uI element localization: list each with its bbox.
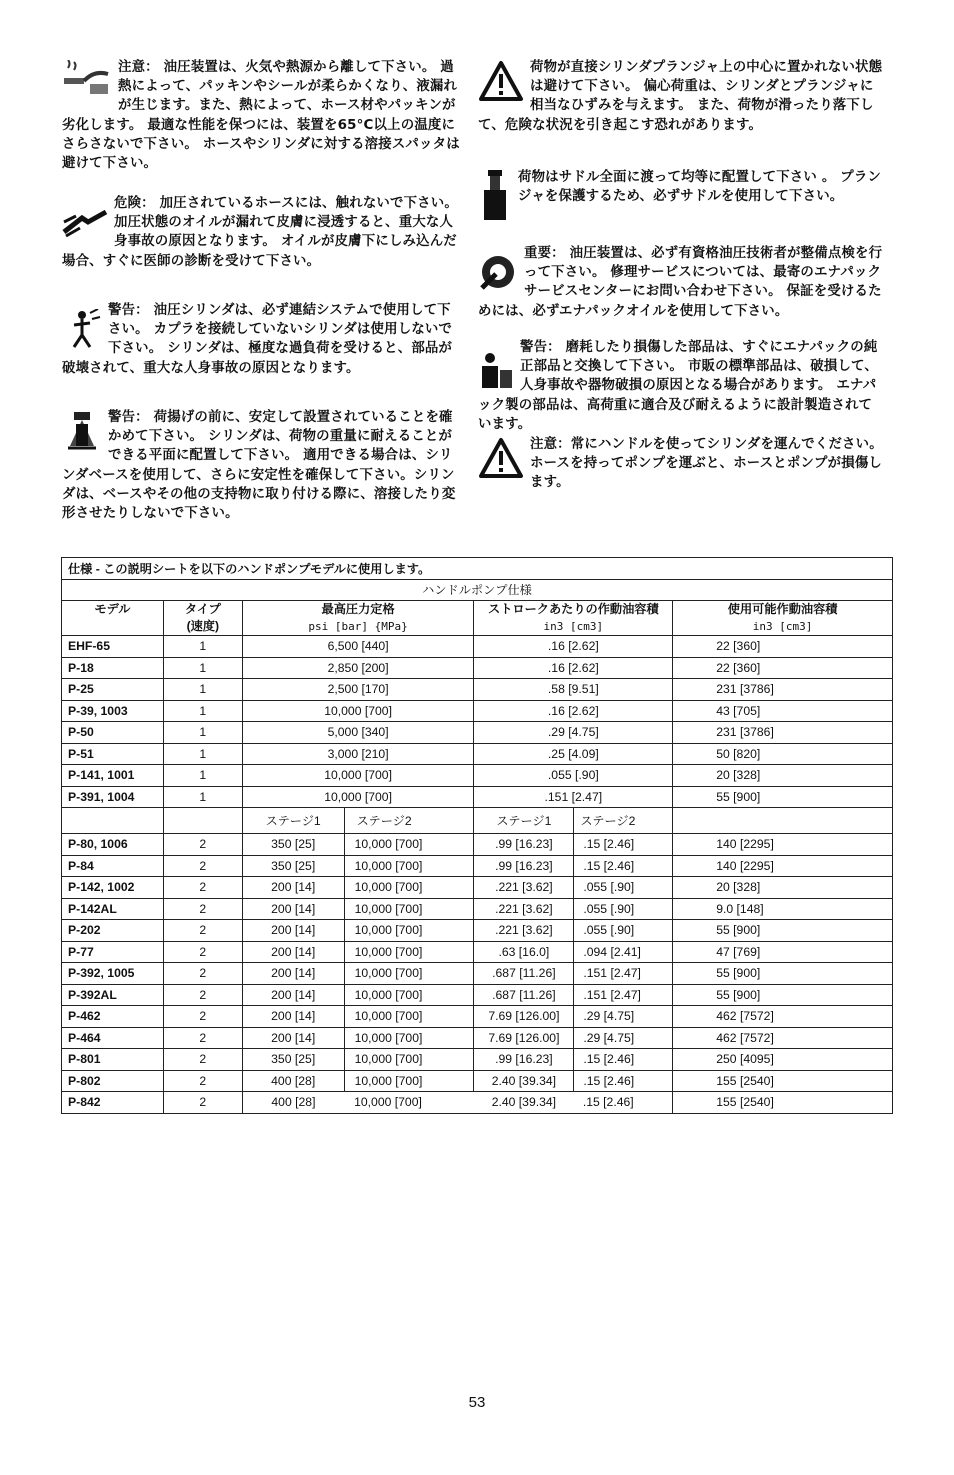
model-cell: P-50 (62, 722, 164, 744)
stage1-pressure-cell: 200 [14] (242, 1027, 344, 1049)
warning-text: 重要： 油圧装置は、必ず有資格油圧技術者が整備点検を行って下さい。 修理サービスについては、最寄のエナパックサービスセンターにお問い合わせ下さい。 保証を受けるためには、必ずエナパックオイルを使用して下さい。 (478, 246, 883, 319)
table-row (62, 1070, 893, 1092)
stage1-stroke-cell: .99 [16.23] (474, 834, 574, 856)
stage2-pressure-cell: 10,000 [700] (344, 984, 474, 1006)
model-cell: P-80, 1006 (62, 834, 164, 856)
warning-worn-parts (478, 338, 883, 433)
warning-load-stability (62, 408, 462, 528)
stage-header-row (62, 808, 893, 834)
usable-volume-cell: 250 [4095] (673, 1049, 893, 1071)
usable-volume-cell: 22 [360] (673, 657, 893, 679)
stage1-stroke-cell: 7.69 [126.00] (474, 1027, 574, 1049)
stage1-pressure-cell: 200 [14] (242, 898, 344, 920)
usable-volume-cell: 55 [900] (673, 963, 893, 985)
type-cell: 2 (163, 1027, 242, 1049)
warning-saddle (478, 168, 883, 232)
type-cell: 2 (163, 941, 242, 963)
warnings-right-column (478, 58, 883, 495)
type-cell: 1 (163, 743, 242, 765)
type-cell: 2 (163, 855, 242, 877)
warning-offcenter-load (478, 58, 883, 158)
type-cell: 1 (163, 786, 242, 808)
type-cell: 1 (163, 700, 242, 722)
warning-triangle-icon (478, 437, 524, 479)
header-stroke-volume: ストロークあたりの作動油容積 in3 [cm3] (474, 601, 673, 636)
model-cell: P-25 (62, 679, 164, 701)
warning-text: 警告： 油圧シリンダは、必ず連結システムで使用して下さい。 カプラを接続していないシリンダは使用しないで下さい。 シリンダは、極度な過負荷を受けると、部品が破壊されて、重大な人身事故の原因となります。 (62, 303, 453, 376)
stroke-volume-cell: .58 [9.51] (474, 679, 673, 701)
worker-parts-icon (478, 352, 514, 390)
usable-volume-cell: 462 [7572] (673, 1027, 893, 1049)
spec-caption-row (62, 558, 893, 580)
stage2-pressure-cell: 10,000 [700] (344, 1006, 474, 1028)
stage1-stroke-cell: .221 [3.62] (474, 898, 574, 920)
stage2-pressure-cell: 10,000 [700] (344, 834, 474, 856)
type-cell: 2 (163, 1092, 242, 1114)
warning-text: 警告： 磨耗したり損傷した部品は、すぐにエナパックの純正部品と交換して下さい。 市販の標準部品は、破損して、人身事故や器物破損の原因となる場合があります。 エナパック製の部品は、高荷重に適合及び耐えるように設計製造されています。 (478, 340, 878, 432)
model-cell: P-142AL (62, 898, 164, 920)
stage2-stroke-cell: .15 [2.46] (574, 1092, 673, 1114)
usable-volume-cell: 155 [2540] (673, 1070, 893, 1092)
stage2-pressure-cell: 10,000 [700] (344, 963, 474, 985)
model-cell: P-392AL (62, 984, 164, 1006)
type-cell: 1 (163, 765, 242, 787)
hydraulic-spray-icon (62, 208, 108, 238)
table-row (62, 679, 893, 701)
usable-volume-cell: 55 [900] (673, 920, 893, 942)
stage2-stroke-cell: .151 [2.47] (574, 984, 673, 1006)
model-cell: P-462 (62, 1006, 164, 1028)
single-speed-rows (62, 636, 893, 808)
stage2-stroke-cell: .15 [2.46] (574, 855, 673, 877)
model-cell: EHF-65 (62, 636, 164, 658)
table-row (62, 898, 893, 920)
type-cell: 2 (163, 984, 242, 1006)
usable-volume-cell: 140 [2295] (673, 855, 893, 877)
table-row (62, 963, 893, 985)
stage2-pressure-cell: 10,000 [700] (344, 1070, 474, 1092)
model-cell: P-77 (62, 941, 164, 963)
stroke-volume-cell: .055 [.90] (474, 765, 673, 787)
stage1-pressure-cell: 200 [14] (242, 1006, 344, 1028)
stage1-pressure-cell: 200 [14] (242, 920, 344, 942)
table-row (62, 920, 893, 942)
warning-text: 荷物はサドル全面に渡って均等に配置して下さい 。 プランジャを保護するため、必ずサドルを使用して下さい。 (518, 170, 882, 205)
table-row (62, 722, 893, 744)
stage1-stroke-cell: 2.40 [39.34] (474, 1092, 574, 1114)
heat-hose-icon (62, 60, 112, 100)
model-cell: P-18 (62, 657, 164, 679)
type-cell: 2 (163, 877, 242, 899)
model-cell: P-802 (62, 1070, 164, 1092)
table-row (62, 657, 893, 679)
usable-volume-cell: 231 [3786] (673, 722, 893, 744)
stroke-volume-cell: .25 [4.09] (474, 743, 673, 765)
type-cell: 2 (163, 1070, 242, 1092)
type-cell: 2 (163, 898, 242, 920)
stroke-volume-cell: .151 [2.47] (474, 786, 673, 808)
stage2-stroke-cell: .15 [2.46] (574, 834, 673, 856)
stage1-stroke-cell: .687 [11.26] (474, 984, 574, 1006)
notice-service (478, 244, 883, 334)
stage1-stroke-cell: .99 [16.23] (474, 1049, 574, 1071)
stage2-stroke-cell: .055 [.90] (574, 877, 673, 899)
model-cell: P-464 (62, 1027, 164, 1049)
stage1-stroke-cell: .63 [16.0] (474, 941, 574, 963)
model-cell: P-84 (62, 855, 164, 877)
stage2-stroke-cell: .29 [4.75] (574, 1027, 673, 1049)
usable-volume-cell: 20 [328] (673, 765, 893, 787)
stage1-stroke-cell: .221 [3.62] (474, 877, 574, 899)
usable-volume-cell: 47 [769] (673, 941, 893, 963)
stage2-pressure-cell: 10,000 [700] (344, 1092, 474, 1114)
warning-pressure-hose (62, 194, 462, 289)
type-cell: 1 (163, 679, 242, 701)
type-cell: 2 (163, 963, 242, 985)
model-cell: P-141, 1001 (62, 765, 164, 787)
stage1-pressure-cell: 350 [25] (242, 834, 344, 856)
type-cell: 2 (163, 920, 242, 942)
pressure-cell: 10,000 [700] (242, 700, 474, 722)
spec-table (61, 557, 893, 1114)
usable-volume-cell: 55 [900] (673, 984, 893, 1006)
coupler-person-icon (62, 309, 102, 349)
stage2-pressure-cell: 10,000 [700] (344, 1049, 474, 1071)
model-cell: P-801 (62, 1049, 164, 1071)
header-pressure: 最高圧力定格 psi [bar] {MPa} (242, 601, 474, 636)
load-cylinder-icon (62, 410, 102, 452)
usable-volume-cell: 231 [3786] (673, 679, 893, 701)
type-cell: 2 (163, 1049, 242, 1071)
stage2-stroke-cell: .29 [4.75] (574, 1006, 673, 1028)
pressure-cell: 5,000 [340] (242, 722, 474, 744)
table-row (62, 1049, 893, 1071)
spec-title-row (62, 579, 893, 601)
header-type: タイプ (速度) (163, 601, 242, 636)
stage2-pressure-label: ステージ2 (344, 808, 474, 834)
type-cell: 1 (163, 657, 242, 679)
stage1-pressure-label: ステージ1 (242, 808, 344, 834)
pressure-cell: 6,500 [440] (242, 636, 474, 658)
stage2-stroke-cell: .094 [2.41] (574, 941, 673, 963)
usable-volume-cell: 155 [2540] (673, 1092, 893, 1114)
model-cell: P-202 (62, 920, 164, 942)
stage1-stroke-cell: .99 [16.23] (474, 855, 574, 877)
pressure-cell: 2,500 [170] (242, 679, 474, 701)
pressure-cell: 2,850 [200] (242, 657, 474, 679)
model-cell: P-391, 1004 (62, 786, 164, 808)
usable-volume-cell: 462 [7572] (673, 1006, 893, 1028)
two-speed-rows (62, 834, 893, 1114)
header-usable-volume: 使用可能作動油容積 in3 [cm3] (673, 601, 893, 636)
stage2-pressure-cell: 10,000 [700] (344, 941, 474, 963)
warning-text: 警告： 荷揚げの前に、安定して設置されていることを確かめて下さい。 シリンダは、荷物の重量に耐えることができる平面に配置して下さい。 適用できる場合は、シリンダベースを使用して、さらに安定性を確保して下さい。シリンダは、ベースやその他の支持物に取り付ける際に、溶接したり変形させたりしないで下さい。 (62, 410, 456, 522)
spec-title: ハンドルポンプ仕様 (62, 579, 893, 601)
stage2-pressure-cell: 10,000 [700] (344, 920, 474, 942)
warning-text: 注意：常にハンドルを使ってシリンダを運んでください。ホースを持ってポンプを運ぶと、ホースとポンプが損傷します。 (530, 437, 883, 491)
type-cell: 1 (163, 636, 242, 658)
stage1-pressure-cell: 350 [25] (242, 855, 344, 877)
stroke-volume-cell: .16 [2.62] (474, 657, 673, 679)
stage1-stroke-cell: 2.40 [39.34] (474, 1070, 574, 1092)
type-cell: 2 (163, 1006, 242, 1028)
stage1-pressure-cell: 400 [28] (242, 1070, 344, 1092)
warnings-left-column (62, 58, 462, 528)
table-row (62, 855, 893, 877)
table-row (62, 765, 893, 787)
stage1-stroke-cell: .687 [11.26] (474, 963, 574, 985)
header-model: モデル (62, 601, 164, 636)
spec-header-row (62, 601, 893, 636)
stage2-stroke-cell: .15 [2.46] (574, 1070, 673, 1092)
stroke-volume-cell: .16 [2.62] (474, 636, 673, 658)
table-row (62, 700, 893, 722)
stage2-stroke-cell: .15 [2.46] (574, 1049, 673, 1071)
table-row (62, 941, 893, 963)
model-cell: P-39, 1003 (62, 700, 164, 722)
pressure-cell: 10,000 [700] (242, 786, 474, 808)
stage1-pressure-cell: 200 [14] (242, 984, 344, 1006)
usable-volume-cell: 22 [360] (673, 636, 893, 658)
table-row (62, 834, 893, 856)
usable-volume-cell: 43 [705] (673, 700, 893, 722)
saddle-cylinder-icon (478, 170, 512, 222)
usable-volume-cell: 20 [328] (673, 877, 893, 899)
table-row (62, 1027, 893, 1049)
pressure-cell: 3,000 [210] (242, 743, 474, 765)
usable-volume-cell: 55 [900] (673, 786, 893, 808)
usable-volume-cell: 9.0 [148] (673, 898, 893, 920)
model-cell: P-51 (62, 743, 164, 765)
stage2-pressure-cell: 10,000 [700] (344, 855, 474, 877)
stage2-pressure-cell: 10,000 [700] (344, 898, 474, 920)
model-cell: P-392, 1005 (62, 963, 164, 985)
stroke-volume-cell: .16 [2.62] (474, 700, 673, 722)
page-number: 53 (468, 1394, 486, 1411)
spec-caption: 仕様 - この説明シートを以下のハンドポンプモデルに使用します。 (62, 558, 893, 580)
model-cell: P-842 (62, 1092, 164, 1114)
stage1-stroke-cell: 7.69 [126.00] (474, 1006, 574, 1028)
stage1-pressure-cell: 200 [14] (242, 877, 344, 899)
stage1-stroke-cell: .221 [3.62] (474, 920, 574, 942)
table-row (62, 984, 893, 1006)
stage2-stroke-cell: .055 [.90] (574, 920, 673, 942)
model-cell: P-142, 1002 (62, 877, 164, 899)
stage1-stroke-label: ステージ1 (474, 808, 574, 834)
service-wrench-icon (478, 252, 518, 292)
stage1-pressure-cell: 400 [28] (242, 1092, 344, 1114)
pressure-cell: 10,000 [700] (242, 765, 474, 787)
warning-text: 注意： 油圧装置は、火気や熱源から離して下さい。 過熱によって、パッキンやシールが柔らかくなり、液漏れが生じます。また、熱によって、ホース材やパッキンが劣化します。 最適な性能を保つには、装置を65°C以上の温度にさらさないで下さい。 ホースやシリンダに対する溶接スパッタは避けて下さい。 (62, 60, 460, 172)
table-row (62, 1092, 893, 1114)
warning-heat (62, 58, 462, 176)
stage2-stroke-label: ステージ2 (574, 808, 673, 834)
stroke-volume-cell: .29 [4.75] (474, 722, 673, 744)
warning-text: 荷物が直接シリンダプランジャ上の中心に置かれない状態は避けて下さい。 偏心荷重は、シリンダとプランジャに相当なひずみを与えます。 また、荷物が滑ったり落下して、危険な状況を引き起こす恐れがあります。 (478, 60, 883, 133)
table-row (62, 636, 893, 658)
stage1-pressure-cell: 200 [14] (242, 941, 344, 963)
table-row (62, 877, 893, 899)
type-cell: 1 (163, 722, 242, 744)
warning-coupler (62, 301, 462, 396)
stage1-pressure-cell: 200 [14] (242, 963, 344, 985)
stage2-stroke-cell: .151 [2.47] (574, 963, 673, 985)
usable-volume-cell: 50 [820] (673, 743, 893, 765)
caution-handle (478, 435, 883, 495)
table-row (62, 1006, 893, 1028)
stage1-pressure-cell: 350 [25] (242, 1049, 344, 1071)
type-cell: 2 (163, 834, 242, 856)
stage2-pressure-cell: 10,000 [700] (344, 877, 474, 899)
usable-volume-cell: 140 [2295] (673, 834, 893, 856)
stage2-pressure-cell: 10,000 [700] (344, 1027, 474, 1049)
table-row (62, 743, 893, 765)
stage2-stroke-cell: .055 [.90] (574, 898, 673, 920)
warning-triangle-icon (478, 60, 524, 102)
table-row (62, 786, 893, 808)
warning-text: 危険： 加圧されているホースには、触れないで下さい。 加圧状態のオイルが漏れて皮膚に浸透すると、重大な人身事故の原因となります。 オイルが皮膚下にしみ込んだ場合、すぐに医師の診断を受けて下さい。 (62, 196, 458, 269)
